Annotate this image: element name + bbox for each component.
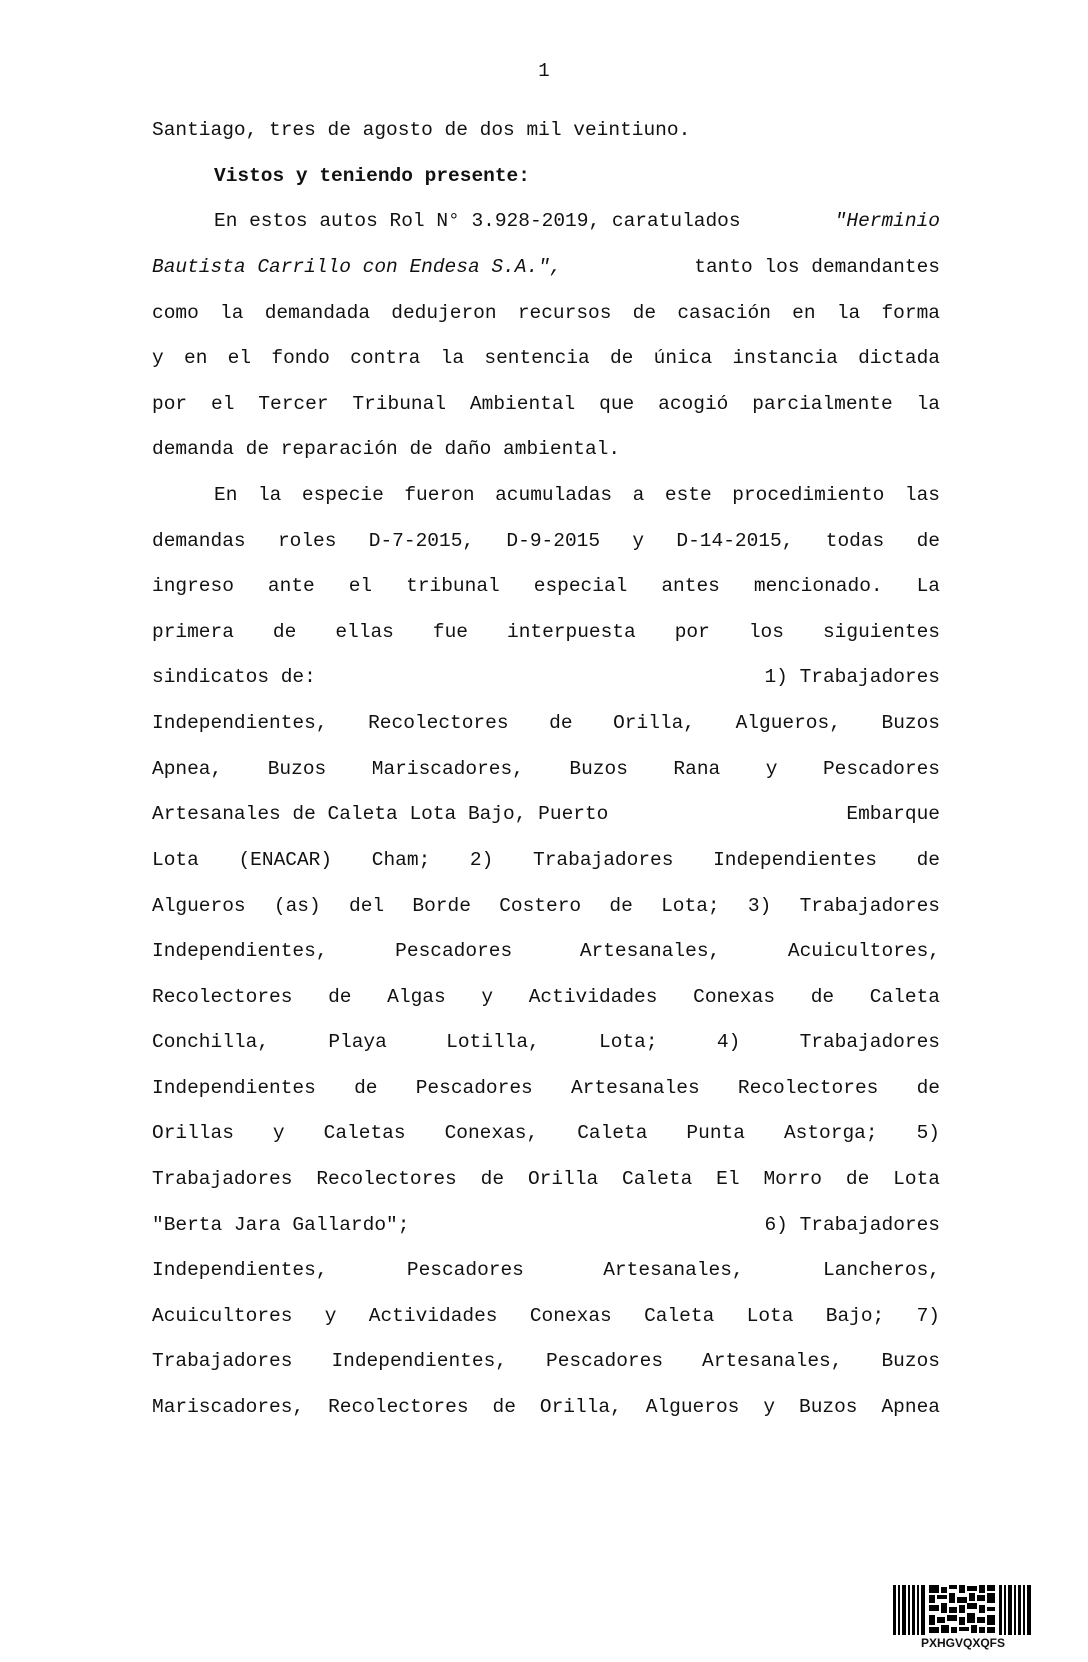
text-run: En estos autos Rol N° 3.928-2019, caratulados [214, 210, 741, 232]
paragraph-line: En la especie fueron acumuladas a este procedimiento las [214, 484, 940, 506]
text-run: sindicatos de: [152, 666, 316, 688]
paragraph-line: Independientes, Pescadores Artesanales, Lancheros, [152, 1259, 940, 1281]
paragraph-line: primera de ellas fue interpuesta por los siguientes [152, 621, 940, 643]
text-run: 6) Trabajadores [764, 1214, 940, 1236]
paragraph-line: Algueros (as) del Borde Costero de Lota; 3) Trabajadores [152, 895, 940, 917]
paragraph-line: Conchilla, Playa Lotilla, Lota; 4) Trabajadores [152, 1031, 940, 1053]
text-run: tanto los demandantes [694, 256, 940, 278]
paragraph-line: Acuicultores y Actividades Conexas Caleta Lota Bajo; 7) [152, 1305, 940, 1327]
paragraph-line: Lota (ENACAR) Cham; 2) Trabajadores Independientes de [152, 849, 940, 871]
text-run: Embarque [846, 803, 940, 825]
paragraph-line: por el Tercer Tribunal Ambiental que acogió parcialmente la [152, 393, 940, 415]
qr-barcode-icon [893, 1583, 1038, 1637]
paragraph-line [152, 1213, 940, 1237]
paragraph-line [152, 802, 940, 826]
paragraph-line: Orillas y Caletas Conexas, Caleta Punta Astorga; 5) [152, 1122, 940, 1144]
paragraph-line: Mariscadores, Recolectores de Orilla, Algueros y Buzos Apnea [152, 1396, 940, 1418]
text-run: 1) Trabajadores [764, 666, 940, 688]
paragraph-line [214, 209, 940, 233]
paragraph-line: Apnea, Buzos Mariscadores, Buzos Rana y Pescadores [152, 758, 940, 780]
paragraph-line: ingreso ante el tribunal especial antes mencionado. La [152, 575, 940, 597]
paragraph-line: Independientes, Pescadores Artesanales, Acuicultores, [152, 940, 940, 962]
case-title-run: Bautista Carrillo con Endesa S.A.", [152, 256, 562, 278]
paragraph-line [152, 665, 940, 689]
paragraph-line: demanda de reparación de daño ambiental. [152, 438, 621, 460]
paragraph-line: Trabajadores Independientes, Pescadores Artesanales, Buzos [152, 1350, 940, 1372]
text-run: "Berta Jara Gallardo"; [152, 1214, 410, 1236]
case-title-run: "Herminio [834, 210, 940, 232]
date-line: Santiago, tres de agosto de dos mil veintiuno. [152, 119, 691, 141]
barcode-code: PXHGVQXQFS [920, 1636, 1006, 1650]
section-heading: Vistos y teniendo presente: [214, 165, 530, 187]
paragraph-line: Independientes, Recolectores de Orilla, Algueros, Buzos [152, 712, 940, 734]
verification-barcode [893, 1583, 1053, 1653]
paragraph-line: y en el fondo contra la sentencia de única instancia dictada [152, 347, 940, 369]
paragraph-line: demandas roles D-7-2015, D-9-2015 y D-14-2015, todas de [152, 530, 940, 552]
paragraph-line [152, 255, 940, 279]
paragraph-line: Independientes de Pescadores Artesanales Recolectores de [152, 1077, 940, 1099]
paragraph-line: Recolectores de Algas y Actividades Conexas de Caleta [152, 986, 940, 1008]
paragraph-line: como la demandada dedujeron recursos de casación en la forma [152, 302, 940, 324]
paragraph-line: Trabajadores Recolectores de Orilla Caleta El Morro de Lota [152, 1168, 940, 1190]
text-run: Artesanales de Caleta Lota Bajo, Puerto [152, 803, 609, 825]
page-number: 1 [538, 60, 550, 82]
